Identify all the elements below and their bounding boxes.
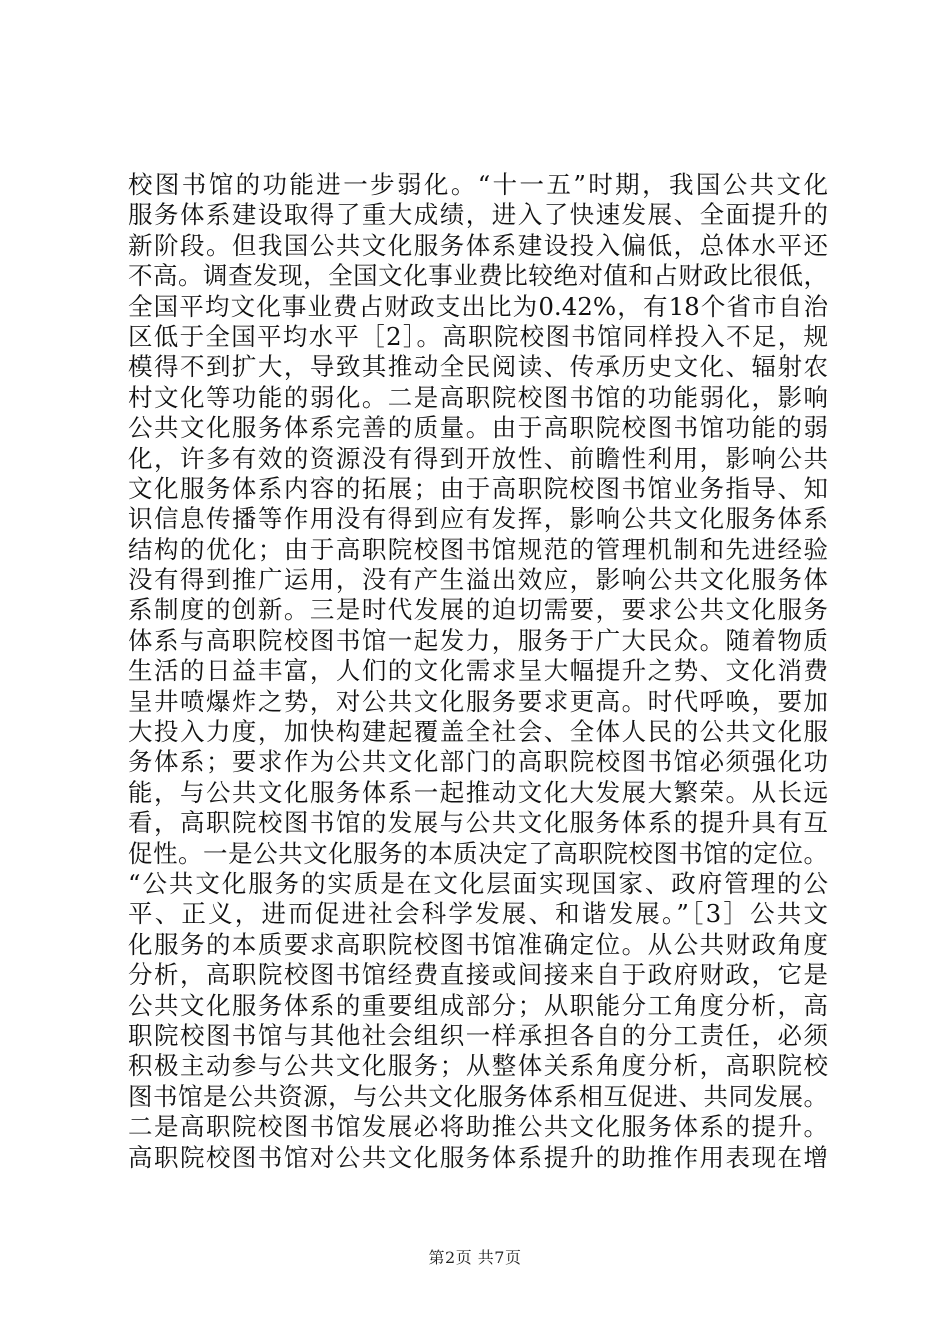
text-line: 模得不到扩大，导致其推动全民阅读、传承历史文化、辐射农 [128, 352, 828, 382]
text-line: 能，与公共文化服务体系一起推动文化大发展大繁荣。从长远 [128, 777, 828, 807]
text-line: 不高。调查发现，全国文化事业费比较绝对值和占财政比很低， [128, 261, 828, 291]
text-line: 村文化等功能的弱化。二是高职院校图书馆的功能弱化，影响 [128, 382, 828, 412]
text-line: 生活的日益丰富，人们的文化需求呈大幅提升之势、文化消费 [128, 656, 828, 686]
text-line: 二是高职院校图书馆发展必将助推公共文化服务体系的提升。 [128, 1112, 828, 1142]
text-line: 新阶段。但我国公共文化服务体系建设投入偏低，总体水平还 [128, 230, 828, 260]
text-line: 促性。一是公共文化服务的本质决定了高职院校图书馆的定位。 [128, 838, 828, 868]
body-text [128, 170, 828, 1173]
text-line: 校图书馆的功能进一步弱化。“十一五”时期，我国公共文化 [128, 170, 828, 199]
text-line: 化服务的本质要求高职院校图书馆准确定位。从公共财政角度 [128, 929, 828, 959]
text-line: 区低于全国平均水平［2］。高职院校图书馆同样投入不足，规 [128, 321, 828, 351]
text-line: 结构的优化；由于高职院校图书馆规范的管理机制和先进经验 [128, 534, 828, 564]
text-line: 服务体系建设取得了重大成绩，进入了快速发展、全面提升的 [128, 200, 828, 230]
text-line: 大投入力度，加快构建起覆盖全社会、全体人民的公共文化服 [128, 717, 828, 747]
text-line: 看，高职院校图书馆的发展与公共文化服务体系的提升具有互 [128, 808, 828, 838]
text-line: 分析，高职院校图书馆经费直接或间接来自于政府财政，它是 [128, 960, 828, 990]
text-line: 职院校图书馆与其他社会组织一样承担各自的分工责任，必须 [128, 1020, 828, 1050]
text-line: 高职院校图书馆对公共文化服务体系提升的助推作用表现在增 [128, 1142, 828, 1172]
text-line: 系制度的创新。三是时代发展的迫切需要，要求公共文化服务 [128, 595, 828, 625]
text-line: 务体系；要求作为公共文化部门的高职院校图书馆必须强化功 [128, 747, 828, 777]
text-line: 呈井喷爆炸之势，对公共文化服务要求更高。时代呼唤，要加 [128, 686, 828, 716]
text-line: 文化服务体系内容的拓展；由于高职院校图书馆业务指导、知 [128, 473, 828, 503]
text-line: 没有得到推广运用，没有产生溢出效应，影响公共文化服务体 [128, 565, 828, 595]
text-line: “公共文化服务的实质是在文化层面实现国家、政府管理的公 [128, 868, 828, 898]
text-line: 公共文化服务体系完善的质量。由于高职院校图书馆功能的弱 [128, 413, 828, 443]
text-line: 积极主动参与公共文化服务；从整体关系角度分析，高职院校 [128, 1051, 828, 1081]
text-line: 体系与高职院校图书馆一起发力，服务于广大民众。随着物质 [128, 625, 828, 655]
text-line: 公共文化服务体系的重要组成部分；从职能分工角度分析，高 [128, 990, 828, 1020]
text-line: 图书馆是公共资源，与公共文化服务体系相互促进、共同发展。 [128, 1081, 828, 1111]
text-line: 平、正义，进而促进社会科学发展、和谐发展。”［3］公共文 [128, 899, 828, 929]
text-line: 识信息传播等作用没有得到应有发挥，影响公共文化服务体系 [128, 504, 828, 534]
page-footer: 第2页 共7页 [428, 1248, 522, 1267]
text-line: 全国平均文化事业费占财政支出比为0.42%，有18个省市自治 [128, 291, 828, 321]
text-line: 化，许多有效的资源没有得到开放性、前瞻性利用，影响公共 [128, 443, 828, 473]
